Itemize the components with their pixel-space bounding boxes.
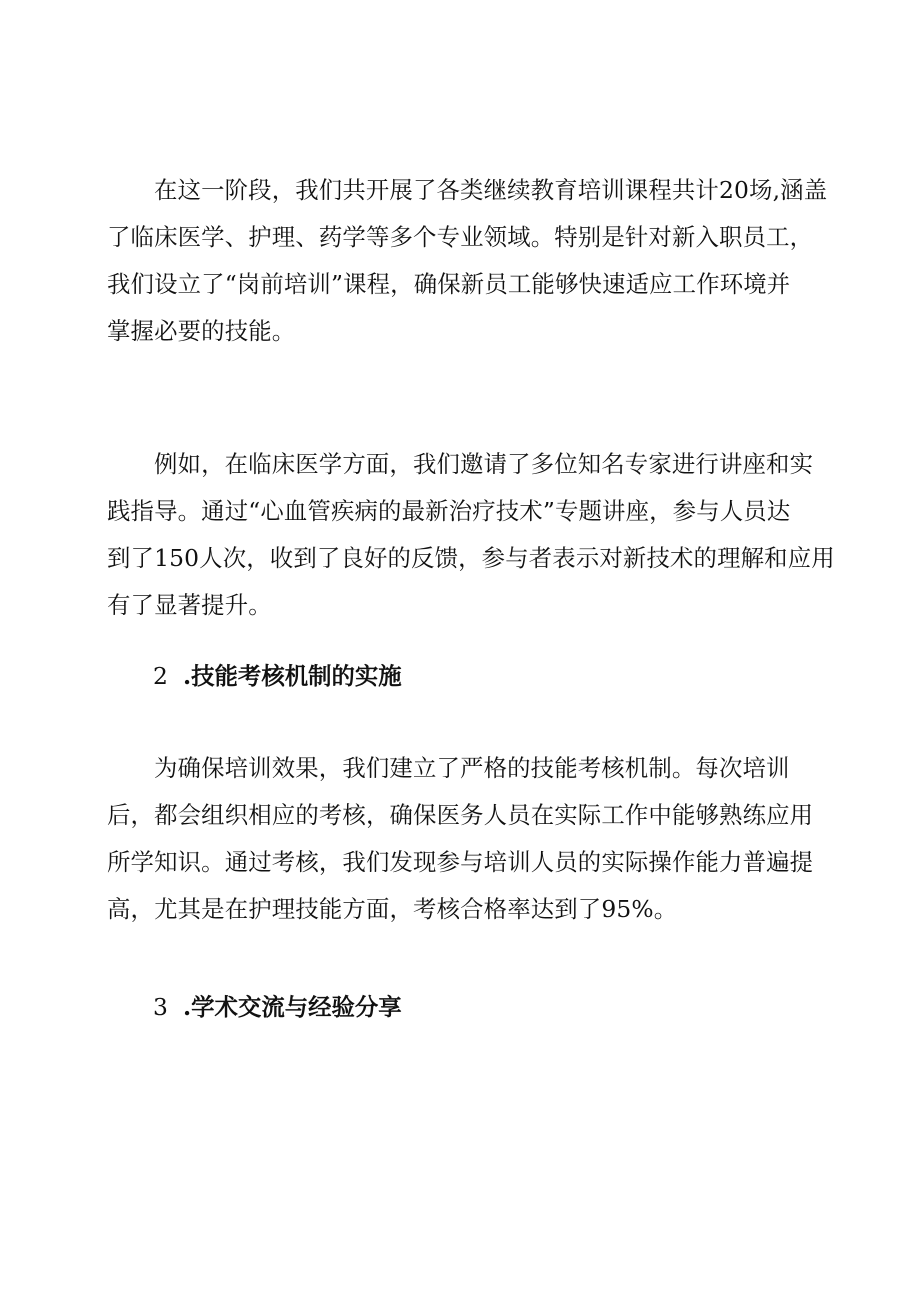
paragraph-line: 我们设立了“岗前培训”课程，确保新员工能够快速适应工作环境并	[107, 270, 791, 298]
paragraph-line: 为确保培训效果，我们建立了严格的技能考核机制。每次培训	[154, 754, 790, 782]
paragraph-line: 掌握必要的技能。	[107, 317, 296, 345]
section-heading-skill-assessment	[153, 656, 402, 696]
paragraph-clinical-example	[107, 441, 835, 629]
paragraph-training-courses	[107, 167, 828, 355]
section-number: 3	[153, 993, 168, 1021]
section-title: .学术交流与经验分享	[183, 993, 402, 1021]
section-number: 2	[153, 662, 168, 690]
paragraph-line: 到了150人次，收到了良好的反馈，参与者表示对新技术的理解和应用	[107, 544, 835, 572]
paragraph-line: 所学知识。通过考核，我们发现参与培训人员的实际操作能力普遍提	[107, 848, 814, 876]
paragraph-assessment-mechanism	[107, 745, 819, 933]
paragraph-line: 有了显著提升。	[107, 591, 272, 619]
section-heading-academic-exchange	[153, 987, 402, 1027]
paragraph-line: 了临床医学、护理、药学等多个专业领域。特别是针对新入职员工，	[107, 223, 814, 251]
paragraph-line: 后，都会组织相应的考核，确保医务人员在实际工作中能够熟练应用	[107, 801, 814, 829]
section-title: .技能考核机制的实施	[183, 662, 402, 690]
paragraph-line: 践指导。通过“心血管疾病的最新治疗技术”专题讲座，参与人员达	[107, 497, 791, 525]
paragraph-line: 例如，在临床医学方面，我们邀请了多位知名专家进行讲座和实	[154, 450, 814, 478]
paragraph-line: 在这一阶段，我们共开展了各类继续教育培训课程共计20场,涵盖	[154, 176, 828, 204]
paragraph-line: 高，尤其是在护理技能方面，考核合格率达到了95%。	[107, 895, 678, 923]
